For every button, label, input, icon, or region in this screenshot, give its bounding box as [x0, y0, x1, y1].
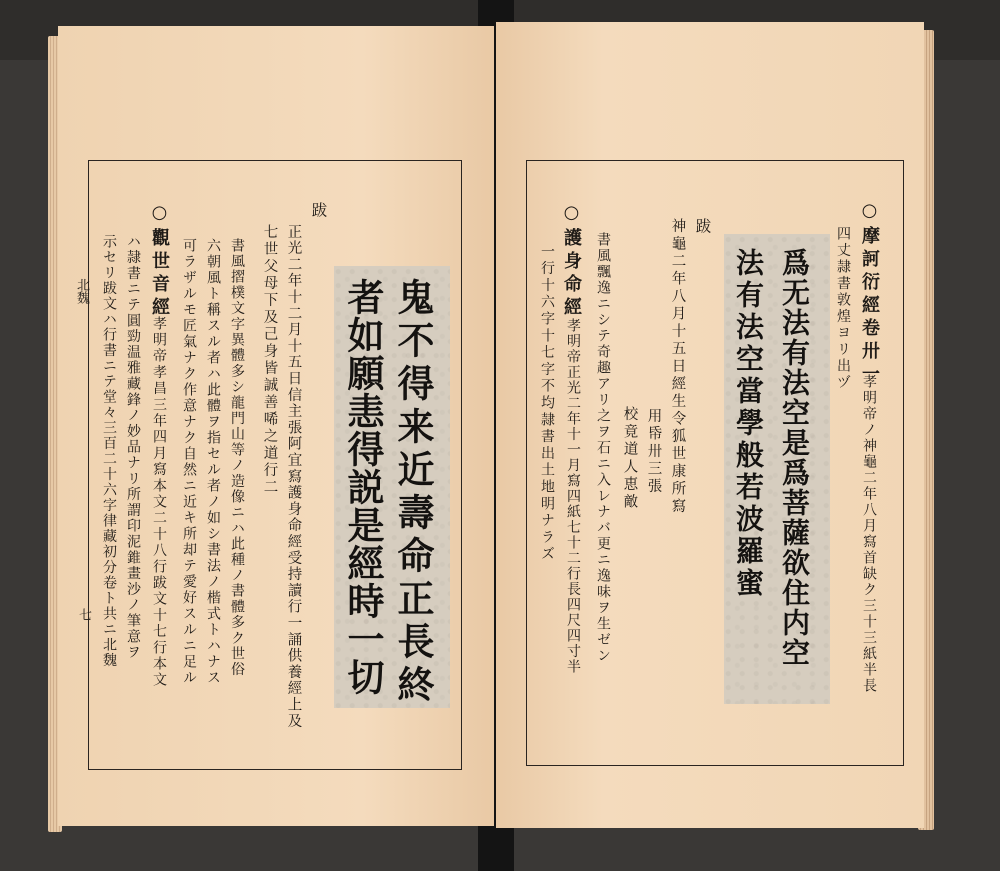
colophon-line: 校竟道人恵敵: [621, 406, 638, 511]
section-line: 孝明帝孝昌三年四月寫本文二十八行跋文十七行本文: [151, 316, 167, 689]
colophon-line: 正光二年十二月十五日信主張阿宜寫護身命經受持讀行一誦供養經上及: [285, 224, 302, 730]
margin-title: 北魏: [74, 278, 89, 304]
colophon-line: 神龜二年八月十五日經生令狐世康所寫: [669, 218, 686, 516]
section-heading: ○觀世音經: [149, 202, 170, 320]
section-line: 孝明帝正光二年十一月寫四紙七十二行長四尺四寸半: [565, 318, 581, 675]
left-page: [58, 26, 494, 826]
section-heading: ○護身命經: [561, 202, 582, 320]
right-page: [496, 22, 924, 828]
colophon-line: 用帋卅三張: [645, 408, 662, 496]
colophon-line: 七世父母下及己身皆誠善唏之道行二: [261, 224, 278, 496]
rubbing-line: 者如願恚得説是經時一切: [341, 278, 385, 696]
page-number: 七: [76, 608, 91, 621]
rubbing-image: [724, 234, 830, 704]
section-intro-line: 孝明帝ノ神龜二年八月寫首缺ク三十三紙半長: [861, 374, 877, 694]
rubbing-line: 法有法空當學般若波羅蜜: [732, 248, 765, 600]
rubbing-image: [334, 266, 450, 708]
section-intro-line: 四丈隷書敦煌ヨリ出ヅ: [835, 226, 851, 391]
colophon-label: 跋: [693, 218, 712, 239]
colophon-label: 跋: [309, 202, 328, 223]
commentary-line: 六朝風ト稱スル者ハ此體ヲ指セル者ノ如シ書法ノ楷式トハナス: [205, 238, 221, 686]
commentary-line: 書風飄逸ニシテ奇趣アリ之ヲ石ニ入レナバ更ニ逸味ヲ生ゼン: [595, 232, 611, 664]
rubbing-line: 爲无法有法空是爲菩薩欲住内空: [778, 248, 811, 668]
section-line: 示セリ跋文ハ行書ニテ堂々三百二十六字律藏初分卷ト共ニ北魏: [101, 234, 117, 668]
commentary-line: 書風摺樸文字異體多シ龍門山等ノ造像ニハ此種ノ書體多ク世俗: [229, 238, 245, 678]
section-heading: ○摩訶衍經卷卅一: [859, 200, 880, 387]
section-line: ハ隷書ニテ圓勁温雅藏鋒ノ妙品ナリ所謂印泥錐畫沙ノ筆意ヲ: [125, 234, 141, 661]
section-line: 一行十六字十七字不均隷書出土地明ナラズ: [539, 244, 555, 564]
rubbing-line: 鬼不得来近壽命正長終: [391, 278, 435, 708]
commentary-line: 可ラザルモ匠氣ナク作意ナク自然ニ近キ所却テ愛好スルニ足ル: [181, 238, 197, 686]
